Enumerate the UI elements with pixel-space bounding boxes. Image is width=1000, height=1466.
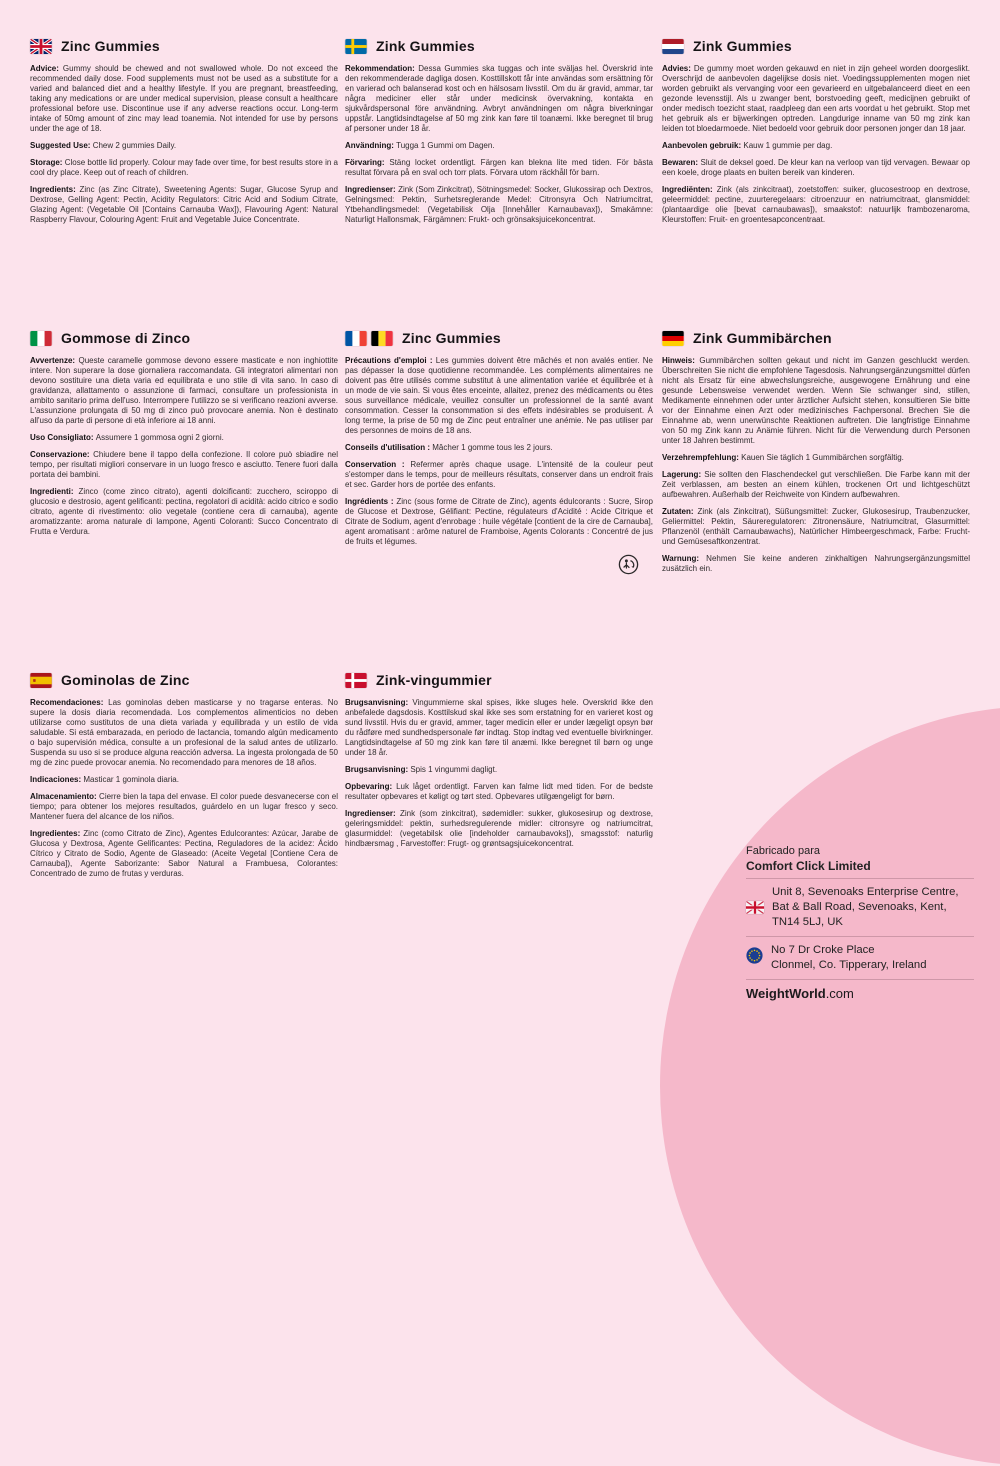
label-paragraph: Warnung: Nehmen Sie keine anderen zinkhaltigen Nahrungsergänzungsmittel zusätzlich ein. (662, 554, 970, 573)
triman-row (345, 554, 653, 580)
label-paragraph: Ingrédients : Zinc (sous forme de Citrate de Zinc), agents édulcorants : Sucre, Sirop de Glucose et Dextrose, Gélifiant: Pectine, régulateurs d'Acidité : Acide Citrique et Citrate de Sodium, agent d'enrobage : huile végétale [contient de la cire de Carnauba], agent aromatisant : arôme naturel de Framboise, Agents Colorants : Concentré de jus de fruits et légumes. (345, 497, 653, 546)
section-dutch (662, 38, 970, 232)
label-paragraph: Conseils d'utilisation : Mâcher 1 gomme tous les 2 jours. (345, 443, 553, 452)
section-title: Gommose di Zinco (61, 330, 191, 346)
label-paragraph: Brugsanvisning: Spis 1 vingummi dagligt. (345, 765, 498, 774)
label-paragraph: Rekommendation: Dessa Gummies ska tuggas och inte sväljas hel. Överskrid inte den rekommenderade dagliga dosen. Kosttillskott får inte användas som ersättning för en varierad och balanserad kost och en hälsosam livsstil. Om du är gravid, ammar, tar några mediciner eller står under medicinsk övervakning, kontakta en sjukvårdspersonal före användning. Avbryt användningen om några biverkningar uppstår. Langtidsindtagelse af 50 mg zink kan føre til toanæmi. Ikke beregnet til brug af personer under 18 år. (345, 64, 653, 133)
label-paragraph: Hinweis: Gummibärchen sollten gekaut und nicht im Ganzen geschluckt werden. Überschreiten Sie nicht die empfohlene Tagesdosis. Nahrungsergänzungsmittel dürfen nicht als Ersatz für eine abwechslungsreiche, ausgewogene Ernährung und eine gesunde Lebensweise verwendet werden. Wenn Sie schwanger sind, stillen, Medikamente einnehmen oder unter ärztlicher Aufsicht stehen, konsultieren Sie bitte vor der Einnahme einen Arzt oder medizinisches Fachpersonal. Brechen Sie die Einnahme ab, wenn unerwünschte Reaktionen auftreten. Die langfristige Einnahme von 50 mg Zink kann zu Anämie führen. Nicht für die Verwendung durch Personen unter 18 Jahren bestimmt. (662, 356, 970, 445)
section-danish (345, 672, 653, 856)
label-paragraph: Bewaren: Sluit de deksel goed. De kleur kan na verloop van tijd vervagen. Bewaar op een koele, droge plaats en buiten bereik van kinderen. (662, 158, 971, 177)
divider (746, 979, 974, 980)
france-flag-icon (345, 331, 367, 346)
label-paragraph: Avvertenze: Queste caramelle gommose devono essere masticate e non inghiottite intere. Non superare la dose giornaliera raccomandata. Gli integratori alimentari non devono sostituire una dieta varia ed equilibrata e uno stile di vita sano. In caso di gravidanza, allattamento o assunzione di farmaci, consultare un professionista in ambito sanitario prima dell'uso. Interrompere l'utilizzo se si verificano reazioni avverse. L'assunzione prolungata di 50 mg di zinco può provocare anemia. Non è destinato all'uso da parte di persone di età inferiore ai 18 anni. (30, 356, 338, 425)
label-paragraph: Ingredienti: Zinco (come zinco citrato), agenti dolcificanti: zucchero, sciroppo di glucosio e destrosio, agent gelificanti: pectina, regolatori di acidità: acido citrico e sodio citrato, agente di rivestimento: olio vegetale (contiene cera di carnauba), agente aromatizzante: aroma naturale di lampone, Agenti Coloranti: Succo Concentrato di Frutta e Verdura. (30, 487, 338, 536)
section-header (345, 672, 653, 688)
label-paragraph: Opbevaring: Luk låget ordentligt. Farven kan falme lidt med tiden. For de bedste resultater opbevares et køligt og tørt sted. Opbevares utilgængeligt for børn. (345, 782, 653, 801)
label-paragraph: Ingredienser: Zink (som zinkcitrat), sødemidler: sukker, glukosesirup og dextrose, geleringsmiddel: pektin, surhedsregulerende midler: citronsyre og natriumcitrat, glasurmiddel: (vegetabilsk olie [indeholder carnaubavoks]), smagsstof: naturlig hindbærsmag , Farvestoffer: Frugt- og grøntsagsjuicekoncentrat. (345, 809, 654, 848)
label-paragraph: Ingredients: Zinc (as Zinc Citrate), Sweetening Agents: Sugar, Glucose Syrup and Dextrose, Gelling Agent: Pectin, Acidity Regulators: Citric Acid and Sodium Citrate, Glazing Agent: (Vegetable Oil [Contains Carnauba Wax]), Flavouring Agent: Natural Raspberry Flavour, Colouring Agent: Fruit and Vegetable Juice Concentrate. (30, 185, 338, 224)
flag-pair (345, 331, 393, 346)
divider (746, 878, 974, 879)
label-paragraph: Lagerung: Sie sollten den Flaschendeckel gut verschließen. Die Farbe kann mit der Zeit verblassen, am besten an einem kühlen, trockenen Ort und lichtgeschützt aufbewahren. Außerhalb der Reichweite von Kindern aufbewahren. (662, 470, 970, 499)
label-paragraph: Brugsanvisning: Vingummierne skal spises, ikke sluges hele. Overskrid ikke den anbefalede dagsdosis. Kosttilskud skal ikke ses som erstatning for en varieret kost og sund livsstil. Hvis du er gravid, ammer, tager medicin eller er under lægeligt opsyn bør du rådføre med sundhedspersonale før indtag. Stop indtag ved eventuelle bivirkninger. Langtidsindtagelse af 50 mg zink kan føre til anæmi. Ikke beregnet til børn og unge under 18 år. (345, 698, 654, 757)
label-paragraph: Recomendaciones: Las gominolas deben masticarse y no tragarse enteras. No supere la dosis diaria recomendada. Los complementos alimenticios no deben utilizarse como sustitutos de una dieta variada y equilibrada y un estilo de vida saludable. Si está embarazada, en periodo de lactancia, tomando algún medicamento o bajo supervisión médica, consulte a un profesional de la salud antes de utilizarlo. Suspenda su uso si se produce alguna reacción adversa. La ingesta prolongada de 50 mg de zinc puede provocar anemia. No recomendado para menores de 18 años. (30, 698, 339, 767)
label-paragraph: Uso Consigliato: Assumere 1 gommosa ogni 2 giorni. (30, 433, 224, 442)
uk-flag-icon (746, 901, 764, 914)
label-paragraph: Aanbevolen gebruik: Kauw 1 gummie per dag. (662, 141, 833, 150)
label-paragraph: Advice: Gummy should be chewed and not swallowed whole. Do not exceed the recommended daily dose. Food supplements must not be used as a substitute for a varied and balanced diet and a healthy lifestyle. If you are pregnant, breastfeeding, taking any medications or are under medical supervision, please consult a healthcare professional before use. Discontinue use if any adverse reactions occur. Long-term intake of 50mg amount of zinc may lead toanemia. Not intended for use by persons under the age of 18. (30, 64, 338, 133)
section-title: Gominolas de Zinc (61, 672, 190, 688)
germany-flag-icon (662, 331, 684, 346)
website-text: WeightWorld.com (746, 985, 854, 1001)
label-paragraph: Advies: De gummy moet worden gekauwd en niet in zijn geheel worden doorgeslikt. Overschrijd de aanbevolen dagelijkse dosis niet. Voedingssupplementen mogen niet worden gebruikt als vervanging voor een gevarieerd en uitgebalanceerd dieet en een gezonde levensstijl. Als u zwanger bent, borstvoeding geeft, medicijnen gebruikt of onder medisch toezicht staat, raadpleeg dan een arts voordat u het gebruikt. Stop met het gebruik als er bijwerkingen optreden. Langdurige inname van 50 mg zink kan leiden tot bloedarmoede. Niet bedoeld voor gebruik door personen jonger dan 18 jaar. (662, 64, 970, 133)
section-header (662, 38, 970, 54)
label-paragraph: Ingredienser: Zink (Som Zinkcitrat), Sötningsmedel: Socker, Glukossirap och Dextros, Gelningsmed: Pektin, Surhetsreglerande Medel: Citronsyra Och Natriumcitrat, Ytbehandlingsmedel: (Vegetabilisk Olja [Innehåller Karnaubavax]), Smakämne: Naturligt Hallonsmak, Färgämnen: Frukt- och grönsaksjuicekoncentrat. (345, 185, 653, 224)
section-title: Zinc Gummies (61, 38, 160, 54)
label-paragraph: Zutaten: Zink (als Zinkcitrat), Süßungsmittel: Zucker, Glukosesirup, Traubenzucker, Geliermittel: Pektin, Säureregulatoren: Zitronensäure, Natriumcitrat, Glasurmittel: Pflanzenöl (enthält Carnaubawachs), Natürlicher Himbeergeschmack, Farbe: Frucht- und Gemüsesaftkonzentrat. (662, 507, 970, 546)
section-title: Zink Gummibärchen (693, 330, 832, 346)
label-paragraph: Conservation : Refermer après chaque usage. L'intensité de la couleur peut s'estomper dans le temps, pour de meilleurs résultats, conserver dans un endroit frais et sec. Garder hors de portée des enfants. (345, 460, 654, 489)
sweden-flag-icon (345, 39, 367, 54)
eu-address-row (746, 941, 974, 975)
section-header (30, 38, 338, 54)
section-swedish (345, 38, 653, 232)
label-paragraph: Précautions d'emploi : Les gummies doivent être mâchés et non avalés entier. Ne pas dépasser la dose quotidienne recommandée. Les compléments alimentaires ne doivent pas être utilisés comme substitut à une alimentation variée et équilibrée et à un mode de vie sain. Si vous êtes enceinte, allaitez, prenez des médicaments ou êtes sous surveillance médicale, veuillez consulter un professionnel de la santé avant consommation. Cesser la consommation si des effets indésirables se produisent. À long terme, la prise de 50 mg de Zinc peut entraîner une anémie. Ne pas utiliser par des personnes de moins de 18 ans. (345, 356, 653, 435)
section-german (662, 330, 970, 581)
uk-flag-icon (30, 39, 52, 54)
company-name: Comfort Click Limited (746, 858, 871, 873)
section-header (345, 330, 653, 346)
section-header (662, 330, 970, 346)
section-header (30, 330, 338, 346)
triman-recycling-icon (618, 554, 639, 580)
label-paragraph: Conservazione: Chiudere bene il tappo della confezione. Il colore può sbiadire nel tempo, per risultati migliori conservare in un luogo fresco e asciutto. Tenere fuori dalla portata dei bambini. (30, 450, 339, 479)
denmark-flag-icon (345, 673, 367, 688)
label-paragraph: Förvaring: Stäng locket ordentligt. Färgen kan blekna lite med tiden. För bästa resultat förvara på en sval och torr plats. Förvara utom räckhåll för barn. (345, 158, 653, 177)
section-title: Zink Gummies (376, 38, 475, 54)
background-accent-circle (660, 706, 1000, 1466)
section-italian (30, 330, 338, 544)
eu-address: No 7 Dr Croke Place Clonmel, Co. Tipperary, Ireland (771, 944, 927, 971)
eu-flag-icon (746, 947, 763, 969)
label-paragraph: Ingredientes: Zinc (como Citrato de Zinc), Agentes Edulcorantes: Azúcar, Jarabe de Glucosa y Dextrosa, Agente Gelificantes: Pectina, Reguladores de la acidez: Ácido Cítrico y Citrato de Sodio, Agente de Glaseado: (Aceite Vegetal [Contiene Cera de Carnauba]), Agente Saborizante: Sabor Natural a Frambuesa, Colorantes: Concentrado de zumo de frutas y verduras. (30, 829, 339, 878)
section-header (345, 38, 653, 54)
netherlands-flag-icon (662, 39, 684, 54)
uk-address-row (746, 883, 974, 932)
made-for-text: Fabricado para (746, 845, 820, 857)
label-paragraph: Almacenamiento: Cierre bien la tapa del envase. El color puede desvanecerse con el tiempo; para obtener los mejores resultados, guárdelo en un lugar fresco y seco. Mantener fuera del alcance de los niños. (30, 792, 339, 821)
belgium-flag-icon (371, 331, 393, 346)
divider (746, 936, 974, 937)
label-paragraph: Indicaciones: Masticar 1 gominola diaria. (30, 775, 179, 784)
section-title: Zinc Gummies (402, 330, 501, 346)
manufacturer-block (746, 845, 974, 1001)
label-paragraph: Storage: Close bottle lid properly. Colour may fade over time, for best results store in a cool dry place. Keep out of reach of children. (30, 158, 339, 177)
section-header (30, 672, 338, 688)
section-title: Zink-vingummier (376, 672, 492, 688)
italy-flag-icon (30, 331, 52, 346)
uk-address: Unit 8, Sevenoaks Enterprise Centre, Bat & Ball Road, Sevenoaks, Kent, TN14 5LJ, UK (772, 886, 959, 929)
label-paragraph: Ingrediënten: Zink (als zinkcitraat), zoetstoffen: suiker, glucosestroop en dextrose, geleermiddel: pectine, zuurteregelaars: citroenzuur en natriumcitraat, glansmiddel: (plantaardige olie [bevat carnaubawas]), smaakstof: natuurlijk frambozenaroma, Kleurstoffen: Fruit- en groentesapconcentraat. (662, 185, 970, 224)
spain-flag-icon (30, 673, 52, 688)
label-paragraph: Suggested Use: Chew 2 gummies Daily. (30, 141, 177, 150)
section-english (30, 38, 338, 232)
section-title: Zink Gummies (693, 38, 792, 54)
section-french (345, 330, 653, 580)
section-spanish (30, 672, 338, 886)
label-paragraph: Verzehrempfehlung: Kauen Sie täglich 1 Gummibärchen sorgfältig. (662, 453, 904, 462)
label-paragraph: Användning: Tugga 1 Gummi om Dagen. (345, 141, 495, 150)
